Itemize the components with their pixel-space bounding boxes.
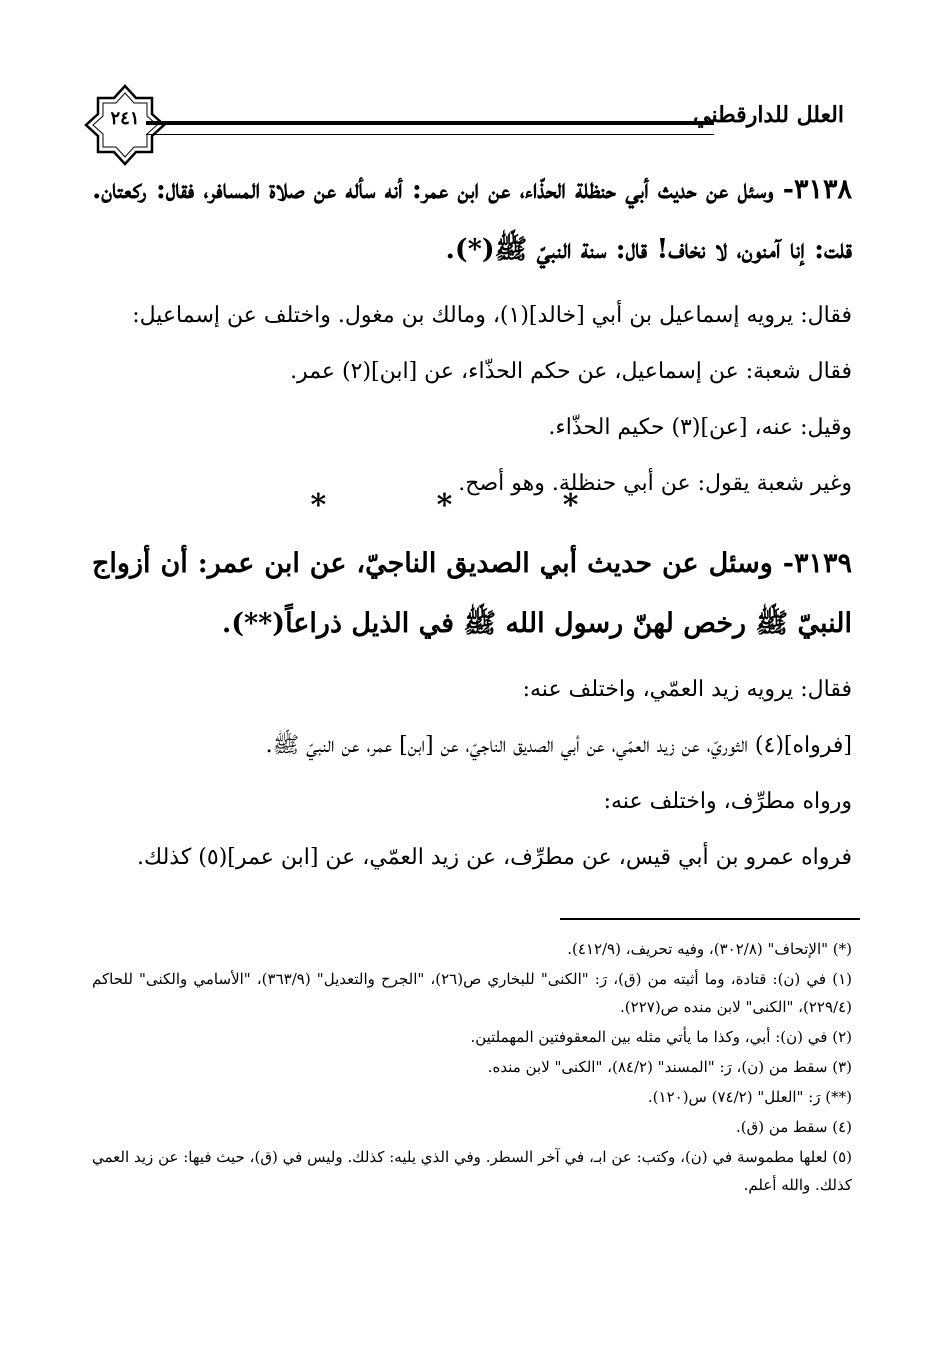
text-line: فقال: يرويه إسماعيل بن أبي [خالد](١)، ومالك بن مغول. واختلف عن إسماعيل: (132, 303, 852, 328)
text-line: وقيل: عنه، [عن](٣) حكيم الحذّاء. (548, 415, 852, 440)
text-line: فقال: يرويه زيد العمّي، واختلف عنه: (522, 677, 852, 702)
entry-text (92, 662, 852, 886)
running-title: العلل للدارقطني (693, 102, 844, 128)
footnote: (٤) سقط من (ق). (735, 1118, 852, 1136)
footnotes (92, 935, 852, 1201)
header-rule (146, 121, 714, 135)
text-line: وغير شعبة يقول: عن أبي حنظلة. وهو أصح. (458, 471, 852, 496)
entry-3139 (92, 534, 852, 886)
text-line: [فرواه](٤) الثوريّ، عن زيد العمّي، عن أبي الصديق الناجيّ، عن [ابن] عمر، عن النبيّ ﷺ. (265, 733, 852, 758)
footnote-rule (560, 918, 860, 920)
section-separator: * * * (310, 488, 629, 523)
text-line: ورواه مطرِّف، واختلف عنه: (603, 789, 852, 814)
text-line: فرواه عمرو بن أبي قيس، عن مطرِّف، عن زيد العمّي، عن [ابن عمر](٥) كذلك. (137, 845, 852, 870)
entry-heading: ٣١٣٩- وسئل عن حديث أبي الصديق الناجيّ، عن ابن عمر: أن أزواج النبيّ ﷺ رخص لهنّ رسول الله ﷺ في الذيل ذراعاً(**). (92, 548, 852, 639)
footnote: (١) في (ن): قتادة، وما أثبته من (ق)، رَ: "الكنى" للبخاري ص(٢٦)، "الجرح والتعديل" (٣٦٣/٩)، "الأسامي والكنى" للحاكم (٢٢٩/٤)، "الكنى" لابن منده ص(٢٢٧). (92, 970, 853, 1016)
footnote: (٢) في (ن): أبي، وكذا ما يأتي مثله بين المعقوفتين المهملتين. (470, 1028, 852, 1046)
entry-heading: ٣١٣٨- وسئل عن حديث أبي حنظلة الحذّاء، عن ابن عمر: أنه سأله عن صلاة المسافر، فقال: ركعتان. قلت: إنا آمنون، لا نخاف! قال: سنة النبيّ ﷺ(*). (92, 174, 852, 265)
footnote: (٥) لعلها مطموسة في (ن)، وكتب: عن ابـ، في آخر السطر. وفي الذي يليه: كذلك. وليس في (ق)، حيث فيها: عن زيد العمي كذلك. والله أعلم. (92, 1148, 852, 1194)
entry-3138 (92, 160, 852, 512)
page-number: ٢٤١ (110, 108, 140, 129)
footnote: (٣) سقط من (ن)، رَ: "المسند" (٨٤/٢)، "الكنى" لابن منده. (487, 1058, 852, 1076)
footnote: (*) "الإتحاف" (٣٠٢/٨)، وفيه تحريف، (٤١٢/٩). (567, 940, 852, 958)
footnote: (**) رَ: "العلل" (٧٤/٢) س(١٢٠). (647, 1088, 852, 1106)
text-line: فقال شعبة: عن إسماعيل، عن حكم الحذّاء، عن [ابن](٢) عمر. (290, 359, 852, 384)
entry-text (92, 288, 852, 512)
